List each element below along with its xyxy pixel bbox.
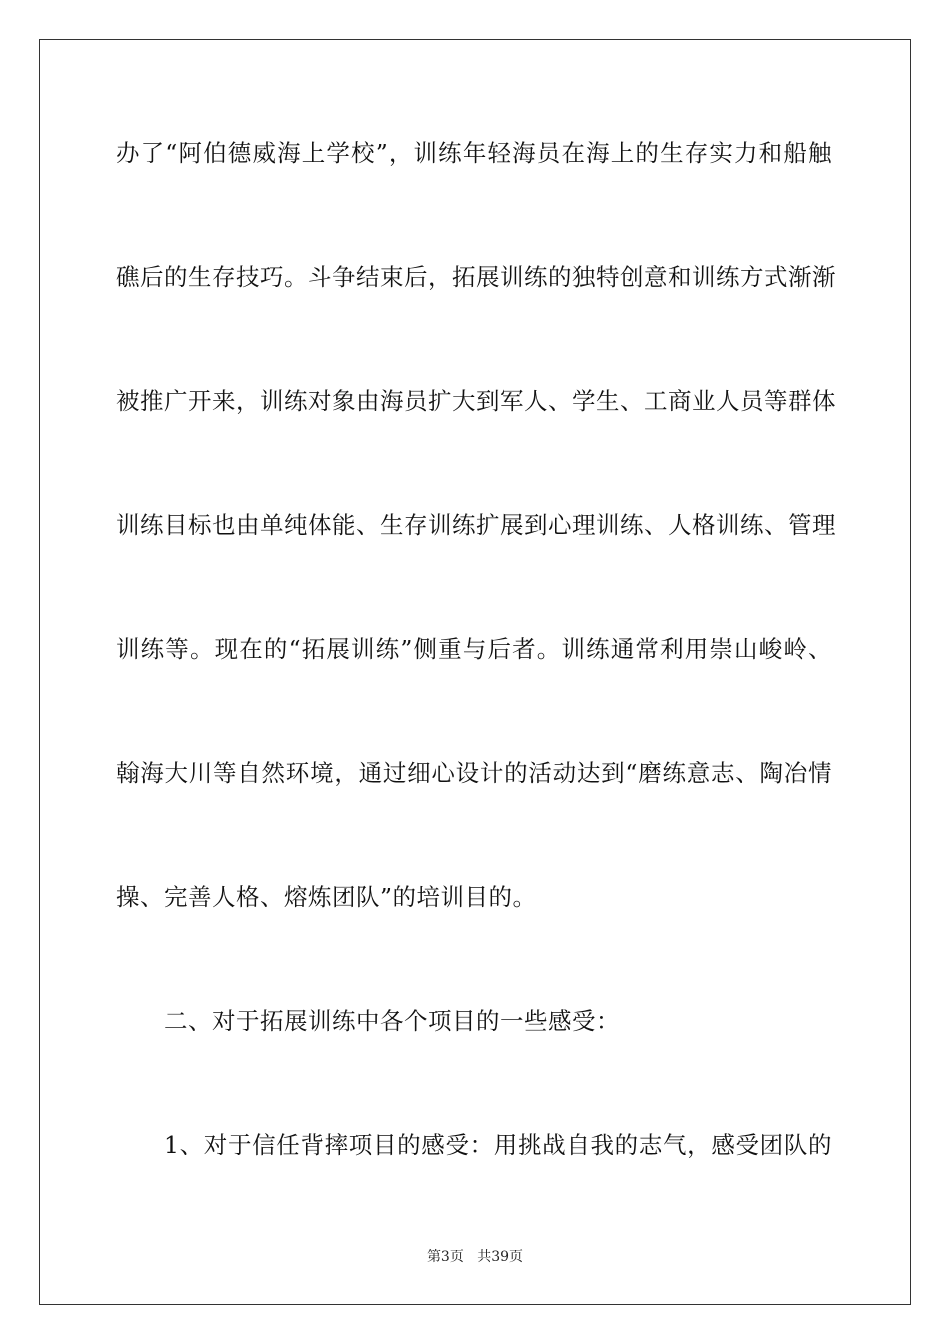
body-line-6: 翰海大川等自然环境，通过细心设计的活动达到“磨练意志、陶冶情 bbox=[116, 759, 832, 787]
page-border bbox=[39, 39, 911, 1305]
page-footer bbox=[0, 1248, 950, 1266]
body-line-3: 被推广开来，训练对象由海员扩大到军人、学生、工商业人员等群体 bbox=[116, 387, 836, 415]
page-number: 第3页 bbox=[426, 1249, 464, 1265]
body-line-5: 训练等。现在的“拓展训练”侧重与后者。训练通常利用崇山峻岭、 bbox=[116, 635, 832, 663]
body-line-2: 礁后的生存技巧。斗争结束后，拓展训练的独特创意和训练方式渐渐 bbox=[116, 263, 836, 291]
section-heading: 二、对于拓展训练中各个项目的一些感受： bbox=[164, 1007, 620, 1035]
body-line-1: 办了“阿伯德威海上学校”，训练年轻海员在海上的生存实力和船触 bbox=[116, 139, 832, 167]
body-line-9: 1、对于信任背摔项目的感受：用挑战自我的志气，感受团队的 bbox=[164, 1131, 832, 1159]
body-line-4: 训练目标也由单纯体能、生存训练扩展到心理训练、人格训练、管理 bbox=[116, 511, 836, 539]
page-total: 共39页 bbox=[477, 1249, 524, 1265]
body-line-7: 操、完善人格、熔炼团队”的培训目的。 bbox=[116, 883, 537, 911]
